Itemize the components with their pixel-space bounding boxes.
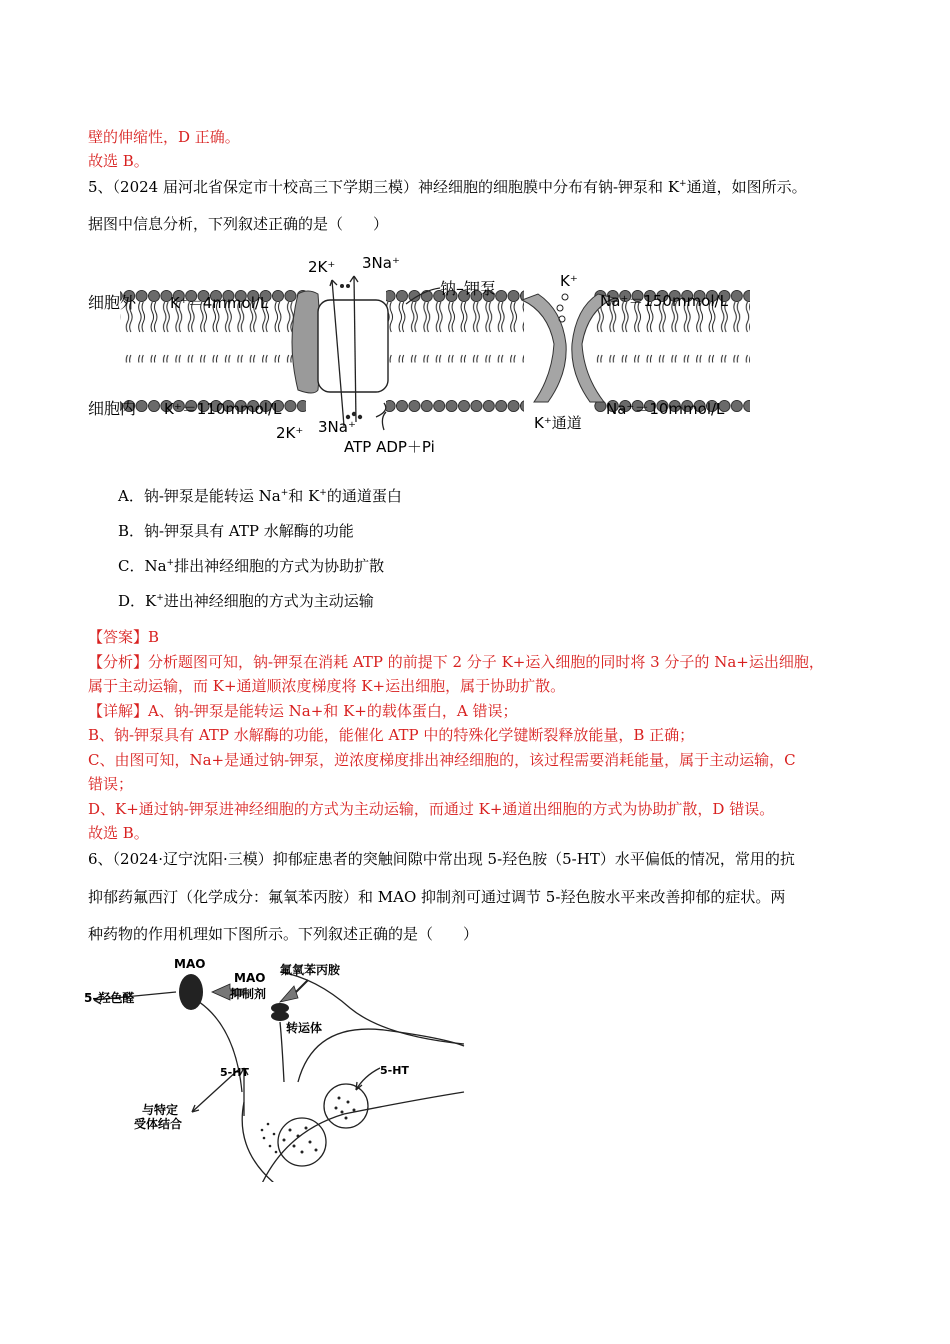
label-mao: MAO: [174, 957, 206, 971]
label-receptor-2: 受体结合: [134, 1117, 183, 1131]
q5-detail-4: 错误；: [88, 775, 134, 793]
label-inside: 细胞内: [88, 399, 137, 418]
label-receptor-1: 与特定: [142, 1103, 179, 1117]
label-pump-bottom-k: 2K⁺: [276, 424, 304, 442]
label-na-in: Na⁺＝10mmol/L: [606, 400, 725, 418]
q5-analysis-1: 【分析】分析题图可知，钠-钾泵在消耗 ATP 的前提下 2 分子 K+运入细胞的同时将 3 分子的 Na+运出细胞，: [88, 653, 824, 671]
label-na-out: Na⁺＝150mmol/L: [600, 292, 728, 310]
q6-stem-line-3: 种药物的作用机理如下图所示。下列叙述正确的是（ ）: [88, 925, 479, 943]
prev-answer-line-1: 壁的伸缩性，D 正确。: [88, 128, 240, 146]
label-k-channel: K⁺通道: [534, 414, 582, 432]
label-k-out: K⁺＝4mmol/L: [170, 294, 269, 312]
label-5ht-right: 5-HT: [380, 1064, 409, 1077]
q6-stem-line-1: 6、（2024·辽宁沈阳·三模）抑郁症患者的突触间隙中常出现 5-羟色胺（5-HT）水平偏低的情况，常用的抗: [88, 850, 795, 868]
q6-stem-line-2: 抑郁药氟西汀（化学成分：氟氧苯丙胺）和 MAO 抑制剂可通过调节 5-羟色胺水平来改善抑郁的症状。两: [88, 888, 786, 906]
q5-answer: 【答案】B: [88, 628, 160, 646]
q5-option-a[interactable]: A．钠-钾泵是能转运 Na+和 K+的通道蛋白: [118, 487, 402, 505]
label-aldehyde: 5–羟色醛: [84, 991, 135, 1005]
label-channel-k: K⁺: [560, 272, 578, 290]
synapse-figure: [84, 952, 470, 1182]
q5-conclusion: 故选 B。: [88, 824, 149, 842]
q5-detail-1: 【详解】A、钠-钾泵是能转运 Na+和 K+的载体蛋白，A 错误；: [88, 702, 518, 720]
q5-stem-line-2: 据图中信息分析，下列叙述正确的是（ ）: [88, 215, 389, 233]
label-fluoxetine: 氟氧苯丙胺: [280, 963, 341, 977]
label-outside: 细胞外: [88, 293, 137, 312]
q5-detail-5: D、K+通过钠-钾泵进神经细胞的方式为主动运输，而通过 K+通道出细胞的方式为协助扩散，D 错误。: [88, 800, 775, 818]
q5-option-b[interactable]: B．钠-钾泵具有 ATP 水解酶的功能: [118, 522, 354, 540]
label-pump-top-k: 2K⁺: [308, 258, 336, 276]
q5-detail-3: C、由图可知，Na+是通过钠-钾泵，逆浓度梯度排出神经细胞的，该过程需要消耗能量，属于主动运输，C: [88, 751, 796, 769]
sodium-potassium-pump-figure: [86, 252, 751, 458]
q5-stem-line-1: 5、（2024 届河北省保定市十校高三下学期三模）神经细胞的细胞膜中分布有钠-钾泵和 K+通道，如图所示。: [88, 178, 807, 196]
prev-answer-line-2: 故选 B。: [88, 152, 149, 170]
q5-analysis-2: 属于主动运输，而 K+通道顺浓度梯度将 K+运出细胞，属于协助扩散。: [88, 677, 566, 695]
label-mao-inhibitor-1: MAO: [234, 971, 266, 985]
label-5ht-left: 5-HT: [220, 1066, 249, 1079]
label-transporter: 转运体: [286, 1021, 323, 1035]
label-pump: 钠–钾泵: [440, 279, 497, 298]
q5-option-c[interactable]: C．Na+排出神经细胞的方式为协助扩散: [118, 557, 385, 575]
label-atp: ATP ADP＋Pi: [344, 438, 435, 456]
label-pump-bottom-na: 3Na⁺: [318, 418, 356, 436]
q5-detail-2: B、钠-钾泵具有 ATP 水解酶的功能，能催化 ATP 中的特殊化学键断裂释放能量，B 正确；: [88, 726, 695, 744]
label-k-in: K⁺＝110mmol/L: [164, 400, 282, 418]
label-mao-inhibitor-2: 抑制剂: [230, 987, 267, 1001]
label-pump-top-na: 3Na⁺: [362, 254, 400, 272]
q5-option-d[interactable]: D．K+进出神经细胞的方式为主动运输: [118, 592, 374, 610]
